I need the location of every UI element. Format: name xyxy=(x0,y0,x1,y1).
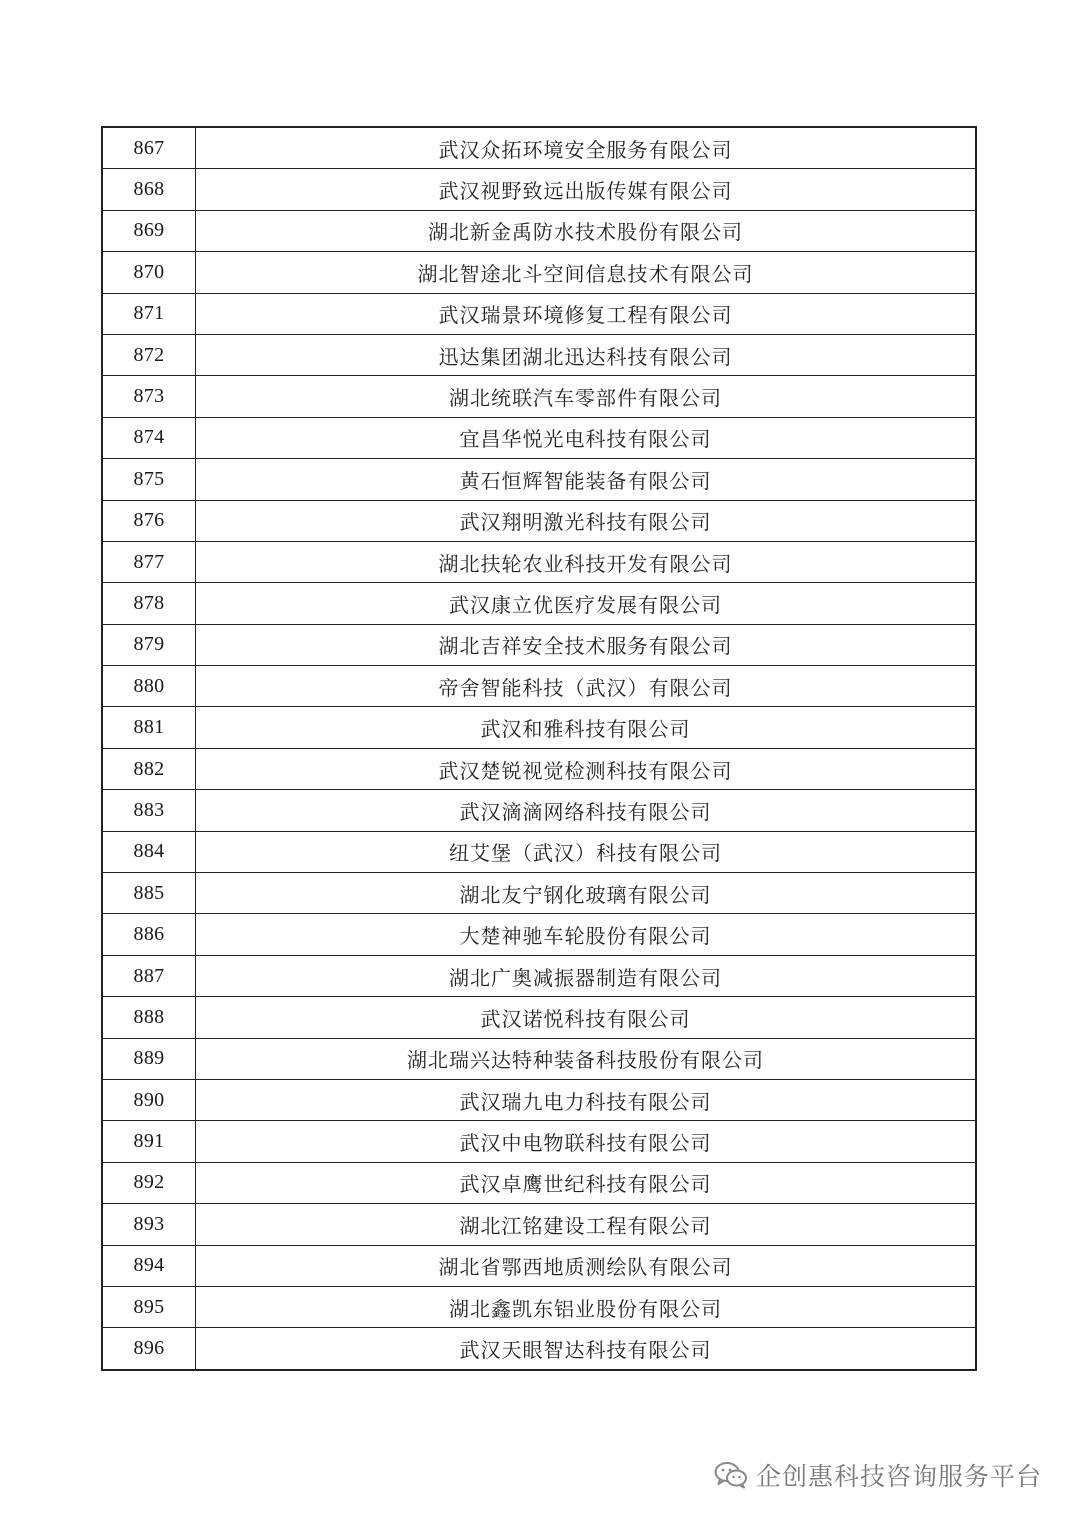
table-row xyxy=(102,666,976,707)
table-row xyxy=(102,252,976,293)
row-number: 889 xyxy=(102,1038,196,1079)
table-row xyxy=(102,1121,976,1162)
company-name: 湖北智途北斗空间信息技术有限公司 xyxy=(196,252,977,293)
row-number: 891 xyxy=(102,1121,196,1162)
row-number: 892 xyxy=(102,1162,196,1203)
row-number: 885 xyxy=(102,873,196,914)
company-name: 武汉中电物联科技有限公司 xyxy=(196,1121,977,1162)
watermark xyxy=(714,1457,1042,1493)
row-number: 884 xyxy=(102,831,196,872)
table-row xyxy=(102,417,976,458)
table-row xyxy=(102,914,976,955)
row-number: 887 xyxy=(102,955,196,996)
company-name: 湖北吉祥安全技术服务有限公司 xyxy=(196,624,977,665)
table-row xyxy=(102,831,976,872)
table-row xyxy=(102,624,976,665)
company-name: 黄石恒辉智能装备有限公司 xyxy=(196,459,977,500)
company-name: 武汉卓鹰世纪科技有限公司 xyxy=(196,1162,977,1203)
company-name: 湖北扶轮农业科技开发有限公司 xyxy=(196,541,977,582)
table-row xyxy=(102,376,976,417)
table-row xyxy=(102,500,976,541)
row-number: 895 xyxy=(102,1286,196,1327)
company-name: 武汉天眼智达科技有限公司 xyxy=(196,1328,977,1370)
watermark-text: 企创惠科技咨询服务平台 xyxy=(755,1462,1042,1491)
table-row xyxy=(102,541,976,582)
row-number: 881 xyxy=(102,707,196,748)
table-row xyxy=(102,873,976,914)
company-name: 武汉视野致远出版传媒有限公司 xyxy=(196,169,977,210)
company-name: 湖北新金禹防水技术股份有限公司 xyxy=(196,210,977,251)
company-name: 武汉瑞景环境修复工程有限公司 xyxy=(196,293,977,334)
table-row xyxy=(102,790,976,831)
table-row xyxy=(102,1245,976,1286)
company-name: 湖北广奥减振器制造有限公司 xyxy=(196,955,977,996)
row-number: 873 xyxy=(102,376,196,417)
row-number: 883 xyxy=(102,790,196,831)
row-number: 872 xyxy=(102,334,196,375)
row-number: 886 xyxy=(102,914,196,955)
company-name: 帝舍智能科技（武汉）有限公司 xyxy=(196,666,977,707)
row-number: 867 xyxy=(102,127,196,169)
company-name: 湖北瑞兴达特种装备科技股份有限公司 xyxy=(196,1038,977,1079)
company-name: 湖北统联汽车零部件有限公司 xyxy=(196,376,977,417)
table-body xyxy=(102,127,976,1370)
company-name: 湖北江铭建设工程有限公司 xyxy=(196,1204,977,1245)
row-number: 882 xyxy=(102,748,196,789)
row-number: 888 xyxy=(102,997,196,1038)
table-row xyxy=(102,127,976,169)
company-name: 武汉楚锐视觉检测科技有限公司 xyxy=(196,748,977,789)
wechat-icon xyxy=(714,1461,748,1489)
row-number: 878 xyxy=(102,583,196,624)
company-name: 湖北友宁钢化玻璃有限公司 xyxy=(196,873,977,914)
table-row xyxy=(102,997,976,1038)
row-number: 890 xyxy=(102,1079,196,1120)
row-number: 896 xyxy=(102,1328,196,1370)
table-row xyxy=(102,1162,976,1203)
table-row xyxy=(102,1079,976,1120)
company-name: 宜昌华悦光电科技有限公司 xyxy=(196,417,977,458)
table-row xyxy=(102,334,976,375)
table-row xyxy=(102,293,976,334)
company-name: 纽艾堡（武汉）科技有限公司 xyxy=(196,831,977,872)
company-name: 武汉众拓环境安全服务有限公司 xyxy=(196,127,977,169)
row-number: 869 xyxy=(102,210,196,251)
row-number: 875 xyxy=(102,459,196,500)
row-number: 874 xyxy=(102,417,196,458)
table-row xyxy=(102,1328,976,1370)
row-number: 871 xyxy=(102,293,196,334)
company-name: 武汉翔明激光科技有限公司 xyxy=(196,500,977,541)
company-name: 湖北省鄂西地质测绘队有限公司 xyxy=(196,1245,977,1286)
company-name: 武汉和雅科技有限公司 xyxy=(196,707,977,748)
table-row xyxy=(102,583,976,624)
table-row xyxy=(102,748,976,789)
table-row xyxy=(102,1204,976,1245)
table-row xyxy=(102,707,976,748)
table-row xyxy=(102,1286,976,1327)
company-name: 大楚神驰车轮股份有限公司 xyxy=(196,914,977,955)
row-number: 868 xyxy=(102,169,196,210)
table-row xyxy=(102,210,976,251)
table-row xyxy=(102,169,976,210)
company-name: 武汉滴滴网络科技有限公司 xyxy=(196,790,977,831)
company-name: 武汉瑞九电力科技有限公司 xyxy=(196,1079,977,1120)
company-name: 湖北鑫凯东铝业股份有限公司 xyxy=(196,1286,977,1327)
company-name: 武汉诺悦科技有限公司 xyxy=(196,997,977,1038)
table-row xyxy=(102,955,976,996)
row-number: 879 xyxy=(102,624,196,665)
table-row xyxy=(102,1038,976,1079)
table-row xyxy=(102,459,976,500)
company-list-table xyxy=(101,126,977,1371)
row-number: 870 xyxy=(102,252,196,293)
company-name: 迅达集团湖北迅达科技有限公司 xyxy=(196,334,977,375)
row-number: 893 xyxy=(102,1204,196,1245)
row-number: 876 xyxy=(102,500,196,541)
row-number: 877 xyxy=(102,541,196,582)
row-number: 880 xyxy=(102,666,196,707)
company-name: 武汉康立优医疗发展有限公司 xyxy=(196,583,977,624)
row-number: 894 xyxy=(102,1245,196,1286)
